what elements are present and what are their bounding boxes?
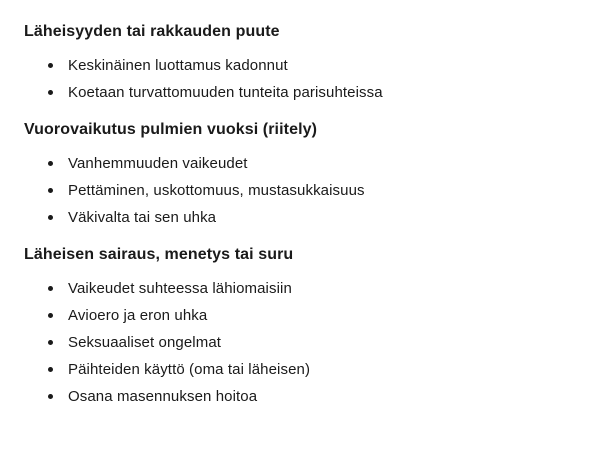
bullet-text: Pettäminen, uskottomuus, mustasukkaisuus: [68, 182, 365, 199]
bullet-dot-icon: [48, 367, 53, 372]
section-heading: Läheisen sairaus, menetys tai suru: [24, 246, 294, 263]
bullet-text: Vaikeudet suhteessa lähiomaisiin: [68, 280, 292, 297]
list-item: [48, 52, 588, 79]
bullet-dot-icon: [48, 394, 53, 399]
bullet-dot-icon: [48, 286, 53, 291]
list-item: [48, 302, 588, 329]
bullet-text: Seksuaaliset ongelmat: [68, 334, 222, 351]
bullet-dot-icon: [48, 313, 53, 318]
list-item: [48, 150, 588, 177]
bullet-dot-icon: [48, 340, 53, 345]
list-item: [48, 383, 588, 410]
bullet-list: [24, 150, 588, 231]
list-item: [48, 275, 588, 302]
bullet-list: [24, 275, 588, 410]
bullet-dot-icon: [48, 188, 53, 193]
bullet-text: Avioero ja eron uhka: [68, 307, 208, 324]
section-heading: Läheisyyden tai rakkauden puute: [24, 23, 280, 40]
section-heading: Vuorovaikutus pulmien vuoksi (riitely): [24, 121, 318, 138]
list-item: [48, 204, 588, 231]
bullet-dot-icon: [48, 63, 53, 68]
bullet-text: Vanhemmuuden vaikeudet: [68, 155, 248, 172]
list-item: [48, 329, 588, 356]
bullet-text: Päihteiden käyttö (oma tai läheisen): [68, 361, 311, 378]
bullet-dot-icon: [48, 215, 53, 220]
bullet-text: Koetaan turvattomuuden tunteita parisuhteissa: [68, 84, 383, 101]
bullet-text: Keskinäinen luottamus kadonnut: [68, 57, 288, 74]
list-item: [48, 79, 588, 106]
list-item: [48, 356, 588, 383]
bullet-dot-icon: [48, 161, 53, 166]
bullet-list: [24, 52, 588, 106]
bullet-dot-icon: [48, 90, 53, 95]
list-item: [48, 177, 588, 204]
bullet-text: Osana masennuksen hoitoa: [68, 388, 258, 405]
bullet-text: Väkivalta tai sen uhka: [68, 209, 217, 226]
